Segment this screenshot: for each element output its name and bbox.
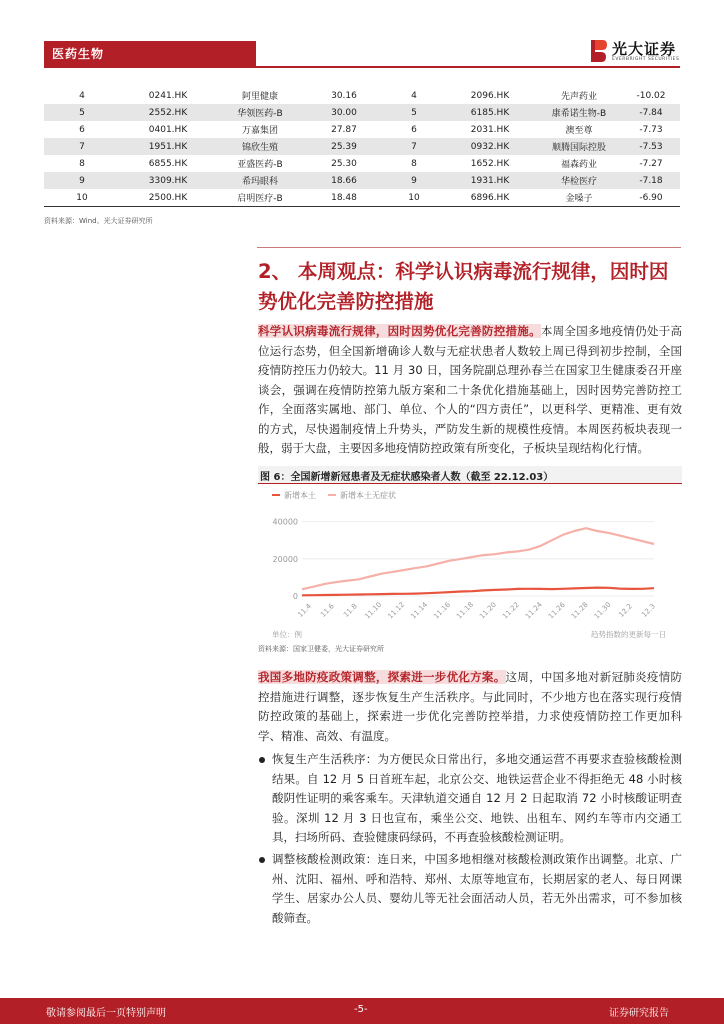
table-cell: 0241.HK <box>148 90 188 101</box>
header-divider <box>44 66 680 68</box>
paragraph-lead: 我国多地防疫政策调整，探索进一步优化方案。 <box>258 670 506 684</box>
table-cell: 先声药业 <box>560 92 597 102</box>
table-cell: 锦欣生殖 <box>216 138 304 155</box>
table-cell: 10 <box>44 189 120 207</box>
x-tick-label: 11.6 <box>319 602 336 619</box>
x-tick-label: 11.12 <box>386 600 407 621</box>
sector-label: 医药生物 <box>52 47 105 61</box>
table-row <box>44 104 680 121</box>
y-tick-label: 40000 <box>272 517 298 527</box>
table-cell: 福森药业 <box>560 160 597 170</box>
table-cell: 2096.HK <box>470 90 510 101</box>
table-cell: 8 <box>79 158 85 169</box>
x-tick-label: 11.30 <box>592 600 613 621</box>
table-cell: 1652.HK <box>470 158 510 169</box>
table-row <box>44 155 680 172</box>
table-cell: 6185.HK <box>444 104 536 121</box>
figure-title-text: 图 6：全国新增新冠患者及无症状感染者人数（截至 22.12.03） <box>260 472 554 483</box>
ranking-table <box>44 87 680 207</box>
x-tick-label: 11.14 <box>409 600 430 621</box>
paragraph-lead: 科学认识病毒流行规律，因时因势优化完善防控措施。 <box>258 324 541 338</box>
x-tick-label: 11.4 <box>296 602 313 619</box>
logo-text: 光大证券 <box>612 40 677 58</box>
table-cell: 0932.HK <box>444 138 536 155</box>
footer-bar <box>0 998 724 1024</box>
bullet-icon <box>259 857 265 863</box>
table-cell: 万嘉集团 <box>241 126 278 136</box>
table-cell: 6 <box>411 124 417 135</box>
table-source: 资料来源：Wind、光大证券研究所 <box>44 217 153 225</box>
table-cell: 7 <box>384 138 444 155</box>
covid-cases-line-chart <box>262 486 672 641</box>
table-cell: 7 <box>44 138 120 155</box>
table-cell: 18.66 <box>304 172 384 189</box>
table-cell: 希玛眼科 <box>216 172 304 189</box>
table-cell: 金嗓子 <box>536 189 622 207</box>
table-cell: 启明医疗-B <box>216 189 304 207</box>
table-cell: 18.48 <box>304 189 384 207</box>
bullet-item <box>258 850 682 928</box>
x-tick-label: 11.22 <box>501 600 521 621</box>
table-cell: 华领医药-B <box>216 104 304 121</box>
x-tick-label: 11.26 <box>546 600 567 621</box>
figure-title <box>258 466 682 484</box>
table-cell: 4 <box>411 90 417 101</box>
table-cell: 2500.HK <box>120 189 216 207</box>
x-tick-label: 11.8 <box>342 602 359 619</box>
table-cell: 华检医疗 <box>536 172 622 189</box>
table-cell: -7.84 <box>622 104 680 121</box>
footer-report-type: 证券研究报告 <box>609 1008 669 1019</box>
table-cell: 27.87 <box>331 124 357 135</box>
footer-disclaimer: 敬请参阅最后一页特别声明 <box>46 1008 166 1019</box>
x-tick-label: 12.3 <box>640 602 657 619</box>
table-row <box>44 121 680 138</box>
table-cell: 澳至尊 <box>565 126 593 136</box>
x-tick-label: 11.10 <box>363 600 384 621</box>
table-cell: -7.53 <box>622 138 680 155</box>
table-cell: -10.02 <box>636 90 666 101</box>
table-cell: 9 <box>44 172 120 189</box>
section-title: 2、 本周观点：科学认识病毒流行规律，因时因势优化完善防控措施 <box>258 260 669 313</box>
table-cell: 2031.HK <box>470 124 510 135</box>
table-cell: 亚盛医药-B <box>237 160 283 170</box>
everbright-logo-icon <box>589 38 609 64</box>
x-tick-label: 12.2 <box>617 602 635 619</box>
table-cell: 10 <box>384 189 444 207</box>
x-tick-label: 11.20 <box>478 600 498 621</box>
table-cell: 30.00 <box>304 104 384 121</box>
table-cell: -6.90 <box>622 189 680 207</box>
table-cell: 25.30 <box>331 158 357 169</box>
table-cell: -7.18 <box>622 172 680 189</box>
table-row <box>44 172 680 189</box>
table-cell: 6855.HK <box>148 158 188 169</box>
table-cell: 5 <box>44 104 120 121</box>
table-cell: 8 <box>411 158 417 169</box>
bullet-icon <box>259 757 265 763</box>
table-cell: 3309.HK <box>120 172 216 189</box>
page-number: -5- <box>354 1004 368 1015</box>
table-cell: 5 <box>384 104 444 121</box>
table-cell: 顺腾国际控股 <box>536 138 622 155</box>
x-tick-label: 11.28 <box>569 600 590 621</box>
table-cell: 2552.HK <box>120 104 216 121</box>
paragraph-body: 本周全国多地疫情仍处于高位运行态势，但全国新增确诊人数与无症状患者人数较上周已得到初步控制，全国疫情防控压力仍较大。11 月 30 日，国务院副总理孙春兰在国家卫生健康委召开座谈会，强调在疫情防控第九版方案和二十条优化措施基础上，因时因势完善防控工作，全面落实属地、部门、单位、个人的“四方责任”，以更科学、更精准、更有效的方式，尽快遏制疫情上升势头，严防发生新的规模性疫情。本周医药板块表现一般，弱于大盘，主要因多地疫情防控政策有所变化，子板块呈现结构化行情。 <box>258 324 683 455</box>
paragraph-policy <box>258 668 682 746</box>
chart-unit-label: 单位：例 <box>272 630 302 639</box>
table-cell: 阿里健康 <box>241 92 278 102</box>
bullet-text: 调整核酸检测政策：连日来，中国多地相继对核酸检测政策作出调整。北京、广州、沈阳、福州、呼和浩特、郑州、太原等地宣布，长期居家的老人、每日网课学生、居家办公人员、婴幼儿等无社会面活动人员，若无外出需求，可不参加核酸筛查。 <box>272 852 682 925</box>
legend-label: 新增本土 <box>284 491 316 500</box>
table-row <box>44 87 680 104</box>
table-cell: 9 <box>384 172 444 189</box>
logo-subtext: EVERBRIGHT SECURITIES <box>612 57 680 62</box>
table-cell: 4 <box>79 90 85 101</box>
y-tick-label: 20000 <box>272 554 298 564</box>
paragraph-body: 这周，中国多地对新冠肺炎疫情防控措施进行调整，逐步恢复生产生活秩序。与此同时，不少地方也在落实现行疫情防控政策的基础上，探索进一步优化完善防控举措，力求使疫情防控工作更加科学、精准、高效、有温度。 <box>258 670 682 743</box>
figure-source: 资料来源：国家卫健委，光大证券研究所 <box>258 645 384 653</box>
table-cell: -7.73 <box>639 124 663 135</box>
section-divider <box>257 247 681 248</box>
x-tick-label: 11.16 <box>432 600 453 621</box>
table-cell: 6896.HK <box>444 189 536 207</box>
chart-note: 趋势指数的更新每一日 <box>591 630 666 639</box>
y-tick-label: 0 <box>292 592 298 601</box>
table-cell: 30.16 <box>331 90 357 101</box>
table-cell: -7.27 <box>639 158 663 169</box>
bullet-text: 恢复生产生活秩序：为方便民众日常出行，多地交通运营不再要求查验核酸检测结果。自 12 月 5 日首班车起，北京公交、地铁运营企业不得拒绝无 48 小时核酸阴性证明的乘客乘车。天津轨道交通自 12 月 2 日起取消 72 小时核酸证明查验。深圳 12 月 3 日也宣布，乘坐公交、地铁、出租车、网约车等市内交通工具，扫场所码、查验健康码绿码，不再查验核酸检测证明。 <box>272 752 682 844</box>
paragraph-outlook <box>258 322 682 459</box>
table-cell: 25.39 <box>304 138 384 155</box>
x-tick-label: 11.18 <box>455 600 476 621</box>
table-cell: 0401.HK <box>148 124 188 135</box>
sector-tag <box>44 41 256 66</box>
table-cell: 康希诺生物-B <box>536 104 622 121</box>
legend-label: 新增本土无症状 <box>340 491 396 500</box>
table-row <box>44 189 680 207</box>
table-row <box>44 138 680 155</box>
table-cell: 6 <box>79 124 85 135</box>
x-tick-label: 11.24 <box>523 600 544 621</box>
table-cell: 1951.HK <box>120 138 216 155</box>
bullet-item <box>258 750 682 848</box>
table-cell: 1931.HK <box>444 172 536 189</box>
